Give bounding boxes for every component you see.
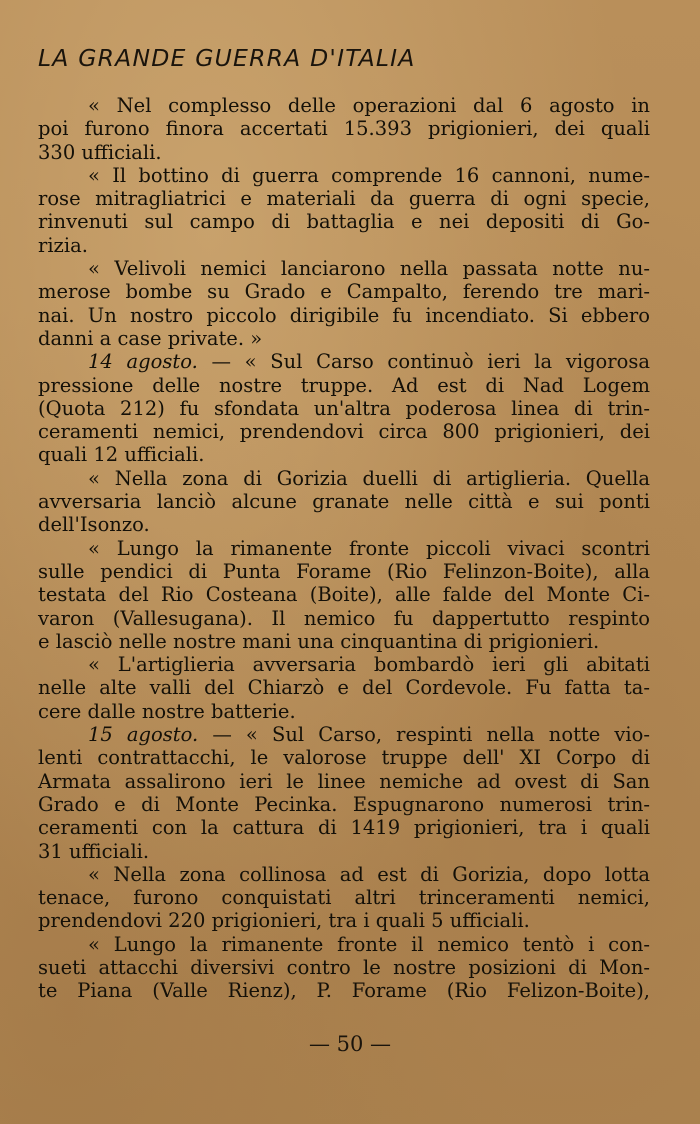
line-text: cere dalle nostre batterie.	[38, 699, 296, 723]
line-text: te Piana (Valle Rienz), P. Forame (Rio Felizon-Boite),	[38, 979, 650, 1003]
line-text: (Quota 212) fu sfondata un'altra poderosa linea di trin-	[38, 396, 650, 420]
text-line	[38, 700, 650, 723]
line-text: « Velivoli nemici lanciarono nella passata notte nu-	[88, 257, 650, 281]
line-text: nelle alte valli del Chiarzò e del Cordevole. Fu fatta ta-	[38, 676, 650, 700]
line-text: sulle pendici di Punta Forame (Rio Felinzon-Boite), alla	[38, 559, 650, 583]
text-line	[38, 793, 650, 816]
text-line	[38, 653, 650, 676]
text-line	[38, 420, 650, 443]
line-text: rizia.	[38, 233, 88, 257]
text-line	[38, 863, 650, 886]
line-text: prendendovi 220 prigionieri, tra i quali 5 ufficiali.	[38, 909, 530, 933]
line-text: — « Sul Carso continuò ieri la vigorosa	[211, 350, 650, 374]
text-line	[38, 560, 650, 583]
line-text: pressione delle nostre truppe. Ad est di Nad Logem	[38, 373, 650, 397]
line-text: danni a case private. »	[38, 326, 263, 350]
text-line	[38, 746, 650, 769]
line-text: ceramenti con la cattura di 1419 prigionieri, tra i quali	[38, 816, 650, 840]
line-text: sueti attacchi diversivi contro le nostre posizioni di Mon-	[38, 955, 650, 979]
line-text: dell'Isonzo.	[38, 513, 150, 537]
text-line	[38, 280, 650, 303]
line-text: Armata assalirono ieri le linee nemiche ad ovest di San	[38, 769, 650, 793]
text-line	[38, 513, 650, 536]
text-line	[38, 537, 650, 560]
text-line	[38, 257, 650, 280]
text-line	[38, 234, 650, 257]
text-line	[38, 886, 650, 909]
text-line	[38, 187, 650, 210]
line-text: avversaria lanciò alcune granate nelle città e sui ponti	[38, 490, 650, 514]
line-text: « Il bottino di guerra comprende 16 cannoni, nume-	[88, 163, 650, 187]
line-text: « Nella zona di Gorizia duelli di artiglieria. Quella	[88, 466, 650, 490]
text-line	[38, 327, 650, 350]
text-line	[38, 350, 650, 373]
line-text: 31 ufficiali.	[38, 839, 150, 863]
line-text: varon (Vallesugana). Il nemico fu dappertutto respinto	[38, 606, 650, 630]
text-line	[38, 630, 650, 653]
text-line	[38, 956, 650, 979]
text-line	[38, 117, 650, 140]
text-line	[38, 210, 650, 233]
line-text: e lasciò nelle nostre mani una cinquantina di prigionieri.	[38, 629, 600, 653]
line-text: poi furono finora accertati 15.393 prigionieri, dei quali	[38, 117, 650, 141]
text-line	[38, 164, 650, 187]
entry-date: 14 agosto.	[88, 350, 198, 374]
line-text: « Lungo la rimanente fronte il nemico tentò i con-	[88, 932, 650, 956]
line-text: Grado e di Monte Pecinka. Espugnarono numerosi trin-	[38, 792, 650, 816]
text-line	[38, 374, 650, 397]
text-line	[38, 909, 650, 932]
body-text	[38, 94, 650, 1003]
text-line	[38, 443, 650, 466]
text-line	[38, 933, 650, 956]
text-line	[38, 840, 650, 863]
line-text: merose bombe su Grado e Campalto, ferendo tre mari-	[38, 280, 650, 304]
line-text: ceramenti nemici, prendendovi circa 800 prigionieri, dei	[38, 420, 650, 444]
line-text: tenace, furono conquistati altri trinceramenti nemici,	[38, 886, 650, 910]
line-text: quali 12 ufficiali.	[38, 443, 205, 467]
line-text: rose mitragliatrici e materiali da guerra di ogni specie,	[38, 187, 650, 211]
text-line	[38, 490, 650, 513]
line-text: rinvenuti sul campo di battaglia e nei depositi di Go-	[38, 210, 650, 234]
text-line	[38, 770, 650, 793]
line-text: « Nella zona collinosa ad est di Gorizia, dopo lotta	[88, 862, 650, 886]
text-line	[38, 816, 650, 839]
line-text: lenti contrattacchi, le valorose truppe dell' XI Corpo di	[38, 746, 650, 770]
line-text: testata del Rio Costeana (Boite), alle falde del Monte Ci-	[38, 583, 650, 607]
line-text: « Lungo la rimanente fronte piccoli vivaci scontri	[88, 536, 650, 560]
text-line	[38, 141, 650, 164]
line-text: — « Sul Carso, respinti nella notte vio-	[212, 723, 650, 747]
line-text: « Nel complesso delle operazioni dal 6 agosto in	[88, 94, 650, 117]
text-line	[38, 94, 650, 117]
text-line	[38, 676, 650, 699]
running-header: LA GRANDE GUERRA D'ITALIA	[38, 44, 416, 72]
line-text: nai. Un nostro piccolo dirigibile fu incendiato. Si ebbero	[38, 303, 650, 327]
text-line	[38, 583, 650, 606]
text-line	[38, 607, 650, 630]
line-text: « L'artiglieria avversaria bombardò ieri gli abitati	[88, 653, 650, 677]
page-number: — 50 —	[308, 1032, 392, 1056]
text-line	[38, 467, 650, 490]
text-line	[38, 723, 650, 746]
text-line	[38, 304, 650, 327]
line-text: 330 ufficiali.	[38, 140, 162, 164]
entry-date: 15 agosto.	[88, 723, 199, 747]
text-line	[38, 979, 650, 1002]
text-line	[38, 397, 650, 420]
